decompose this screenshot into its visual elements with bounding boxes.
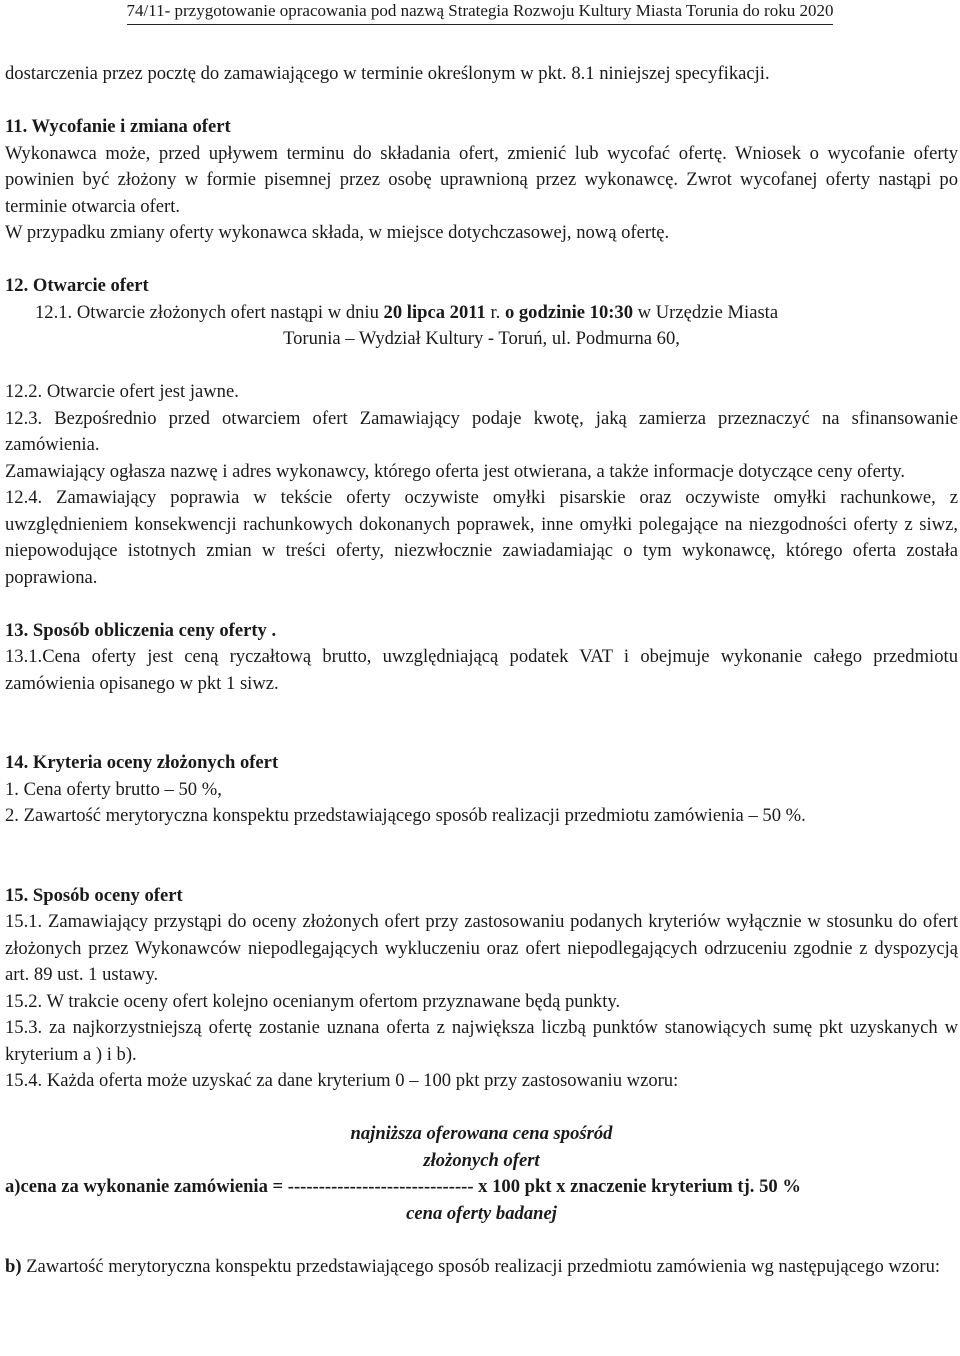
section-12-3: 12.3. Bezpośrednio przed otwarciem ofert Zamawiający podaje kwotę, jaką zamierza przeznaczyć na sfinansowanie zamówienia.	[5, 407, 958, 455]
criterion-b-text: Zawartość merytoryczna konspektu przedstawiającego sposób realizacji przedmiotu zamówienia wg następującego wzoru:	[21, 1255, 941, 1277]
criterion-b-label: b)	[5, 1255, 22, 1277]
section-12-1-text-c: w Urzędzie Miasta	[633, 301, 779, 323]
section-11-paragraph-1: Wykonawca może, przed upływem terminu do składania ofert, zmienić lub wycofać ofertę. Wniosek o wycofanie oferty powinien być złożony w formie pisemnej przez osobę uprawnioną przez wykonawcę. Zwrot wycofanej oferty nastąpi po terminie otwarcia ofert.	[5, 142, 958, 217]
criteria-item-1: 1. Cena oferty brutto – 50 %,	[5, 778, 222, 800]
section-12-2: 12.2. Otwarcie ofert jest jawne.	[5, 381, 239, 402]
section-12-1-address: Torunia – Wydział Kultury - Toruń, ul. Podmurna 60,	[283, 328, 680, 349]
section-15-3: 15.3. za najkorzystniejszą ofertę zostanie uznana oferta z największa liczbą punktów stanowiących sumę pkt uzyskanych w kryterium a ) i b).	[5, 1017, 958, 1065]
formula-numerator-line-2: złożonych ofert	[423, 1149, 540, 1171]
formula-denominator: cena oferty badanej	[406, 1202, 557, 1224]
opening-time: o godzinie 10:30	[504, 301, 634, 323]
price-formula	[5, 1121, 958, 1227]
section-15-1: 15.1. Zamawiający przystąpi do oceny złożonych ofert przy zastosowaniu podanych kryteriów wyłącznie w stosunku do ofert złożonych przez Wykonawców niepodlegających wykluczeniu oraz ofert niepodlegających odrzuceniu zgodnie z dyspozycją art. 89 ust. 1 ustawy.	[5, 911, 958, 985]
formula-numerator-line-1: najniższa oferowana cena spośród	[350, 1123, 613, 1144]
header-title: 74/11- przygotowanie opracowania pod nazwą Strategia Rozwoju Kultury Miasta Torunia do roku 2020	[127, 0, 834, 25]
criteria-item-2: 2. Zawartość merytoryczna konspektu przedstawiającego sposób realizacji przedmiotu zamówienia – 50 %.	[5, 805, 806, 826]
section-12-1-text-a: 12.1. Otwarcie złożonych ofert nastąpi w dniu	[35, 301, 384, 323]
section-15-heading: 15. Sposób oceny ofert	[5, 884, 183, 906]
section-12-4: 12.4. Zamawiający poprawia w tekście oferty oczywiste omyłki pisarskie oraz oczywiste omyłki rachunkowe, z uwzględnieniem konsekwencji rachunkowych dokonanych poprawek, inne omyłki polegające na niezgodności oferty z siwz, niepowodujące istotnych zmian w treści oferty, niezwłocznie zawiadamiając o tym wykonawcę, którego oferta została poprawiona.	[5, 487, 958, 588]
opening-date: 20 lipca 2011	[383, 301, 486, 323]
section-13-1: 13.1.Cena oferty jest ceną ryczałtową brutto, uwzględniającą podatek VAT i obejmuje wykonanie całego przedmiotu zamówienia opisanego w pkt 1 siwz.	[5, 646, 958, 694]
section-12-heading: 12. Otwarcie ofert	[5, 275, 149, 296]
formula-main-line: a)cena za wykonanie zamówienia = ------------------------------ x 100 pkt x znaczenie kryterium tj. 50 %	[5, 1176, 801, 1197]
section-11-heading: 11. Wycofanie i zmiana ofert	[5, 116, 231, 137]
criterion-b-paragraph	[5, 1254, 958, 1281]
section-12-1-text-b: r.	[485, 301, 505, 323]
section-15-2: 15.2. W trakcie oceny ofert kolejno ocenianym ofertom przyznawane będą punkty.	[5, 990, 621, 1012]
section-12-3b: Zamawiający ogłasza nazwę i adres wykonawcy, którego oferta jest otwierana, a także informacje dotyczące ceny oferty.	[5, 460, 905, 482]
section-15-4: 15.4. Każda oferta może uzyskać za dane kryterium 0 – 100 pkt przy zastosowaniu wzoru:	[5, 1070, 679, 1091]
section-12-1	[5, 300, 958, 327]
section-14-heading: 14. Kryteria oceny złożonych ofert	[5, 752, 279, 773]
section-10-tail: dostarczenia przez pocztę do zamawiającego w terminie określonym w pkt. 8.1 niniejszej specyfikacji.	[5, 63, 770, 84]
section-11-paragraph-2: W przypadku zmiany oferty wykonawca składa, w miejsce dotychczasowej, nową ofertę.	[5, 222, 670, 243]
document-body	[5, 61, 958, 1280]
section-13-heading: 13. Sposób obliczenia ceny oferty .	[5, 619, 277, 641]
page-header	[0, 0, 960, 30]
